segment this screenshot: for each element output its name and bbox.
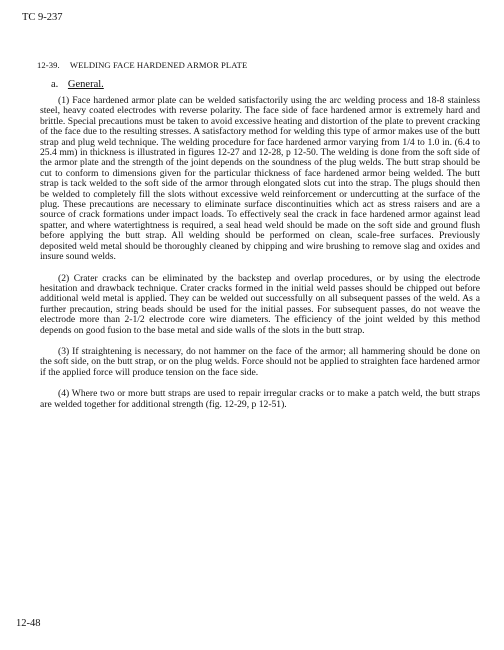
- body-text: [40, 96, 480, 421]
- paragraph-3: (3) If straightening is necessary, do not hammer on the face of the armor; all hammering should be done on the soft side, on the butt strap, or on the plug welds. Force should not be applied to straighten face hardened armor if the applied force will produce tension on the face side.: [40, 345, 480, 378]
- section-number: 12-39.: [37, 60, 60, 70]
- subsection-title: General.: [67, 79, 104, 90]
- paragraph-4: (4) Where two or more butt straps are used to repair irregular cracks or to make a patch weld, the butt straps are welded together for additional strength (fig. 12-29, p 12-51).: [40, 388, 480, 410]
- page-number: 12-48: [16, 618, 41, 629]
- section-title: WELDING FACE HARDENED ARMOR PLATE: [69, 60, 248, 70]
- subsection-letter: a.: [51, 79, 59, 90]
- subsection-heading: [51, 79, 104, 90]
- document-id: TC 9-237: [22, 12, 63, 23]
- paragraph-2: (2) Crater cracks can be eliminated by the backstep and overlap procedures, or by using the electrode hesitation and drawback technique. Crater cracks formed in the initial weld passes should be chipped out before additional weld metal is applied. They can be welded out successfully on all subsequent passes of the weld. As a further precaution, string beads should be used for the initial passes. For subsequent passes, do not weave the electrode more than 2-1/2 electrode core wire diameters. The efficiency of the joint welded by this method depends on good fusion to the base metal and side walls of the slots in the butt strap.: [40, 272, 480, 336]
- section-heading: [37, 60, 247, 70]
- paragraph-1: (1) Face hardened armor plate can be welded satisfactorily using the arc welding process and 18-8 stainless steel, heavy coated electrodes with reverse polarity. The face side of face hardened armor is extremely hard and brittle. Special precautions must be taken to avoid excessive heating and distortion of the plate to prevent cracking of the face due to the resulting stresses. A satisfactory method for welding this type of armor makes use of the butt strap and plug weld technique. The welding procedure for face hardened armor varying from 1/4 to 1.0 in. (6.4 to 25.4 mm) in thickness is illustrated in figures 12-27 and 12-28, p 12-50. The welding is done from the soft side of the armor plate and the strength of the joint depends on the soundness of the plug welds. The butt strap should be cut to conform to dimensions given for the particular thickness of face hardened armor being welded. The butt strap is tack welded to the soft side of the armor through elongated slots cut into the strap. The plugs should then be welded to completely fill the slots without excessive weld reinforcement or undercutting at the surface of the plug. These precautions are necessary to eliminate surface discontinuities which act as stress raisers and are a source of crack formations under impact loads. To effectively seal the crack in face hardened armor against lead spatter, and where watertightness is required, a seal head weld should be made on the soft side and ground flush before applying the butt strap. All welding should be performed on clean, scale-free surfaces. Previously deposited weld metal should be thoroughly cleaned by chipping and wire brushing to remove slag and oxides and insure sound welds.: [40, 95, 480, 263]
